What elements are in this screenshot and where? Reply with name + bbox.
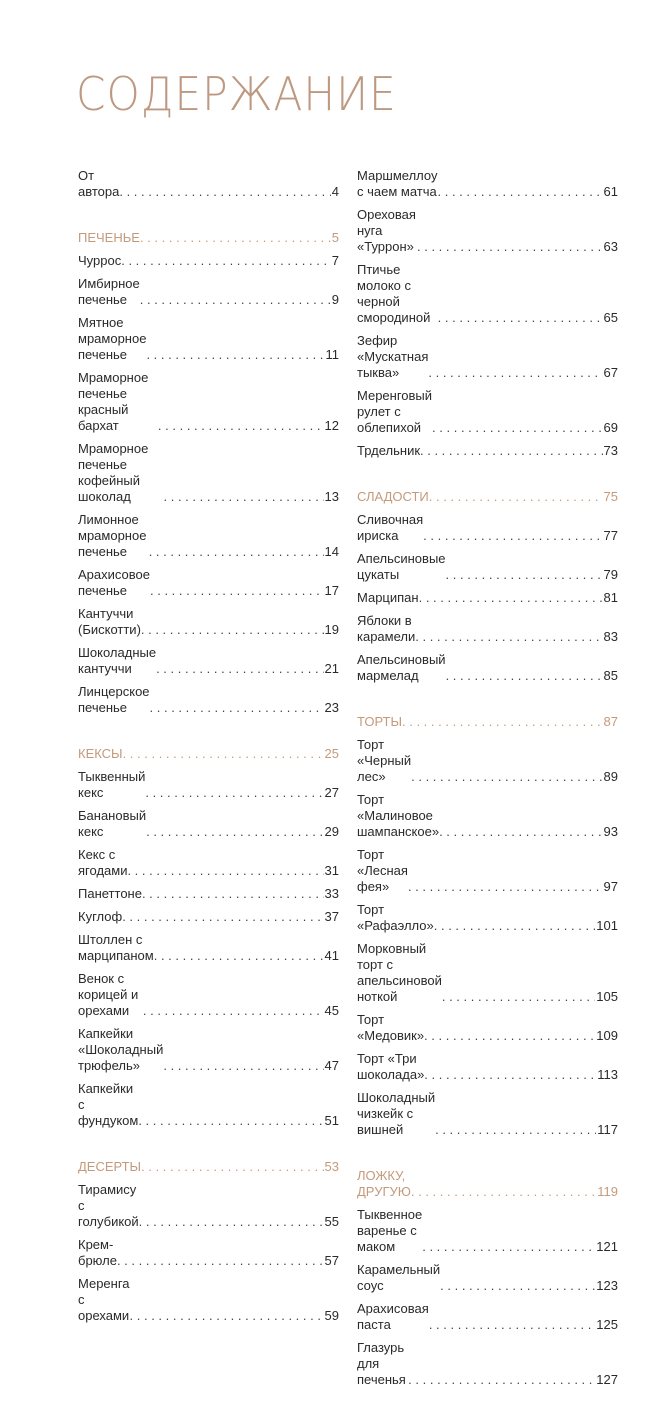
dot-leader (143, 1003, 324, 1019)
dot-leader (150, 700, 324, 716)
entry-title: Торт «Черный лес» (357, 736, 412, 784)
dot-leader (156, 661, 323, 677)
page-number: 7 (331, 252, 339, 268)
entry-title: Банановый кекс (78, 807, 147, 839)
page-number: 81 (603, 589, 618, 605)
page-number: 25 (324, 745, 339, 761)
dot-leader (415, 629, 602, 645)
dot-leader (139, 1214, 324, 1230)
page-number: 27 (324, 784, 339, 800)
toc-entry (357, 843, 618, 898)
dot-leader (146, 824, 323, 840)
page-number: 11 (325, 346, 339, 362)
page-number: 9 (331, 291, 339, 307)
entry-title: Маршмеллоу с чаем матча (357, 167, 438, 199)
page-number: 113 (597, 1066, 618, 1082)
entry-title: Арахисовое печенье (78, 566, 150, 598)
entry-title: ДЕСЕРТЫ (78, 1158, 142, 1174)
page-number: 87 (603, 713, 618, 729)
toc-section (357, 1164, 618, 1391)
dot-leader (417, 239, 603, 255)
dot-leader (435, 1122, 596, 1138)
toc-entry (357, 1258, 618, 1297)
page-number: 105 (596, 988, 618, 1004)
dot-leader (145, 785, 323, 801)
page-number: 63 (603, 238, 618, 254)
page-number: 57 (324, 1252, 339, 1268)
entry-title: Крем-брюле (78, 1236, 117, 1268)
page-number: 37 (324, 908, 339, 924)
page-number: 119 (597, 1183, 618, 1199)
toc-entry (78, 272, 339, 311)
toc-entry (357, 586, 618, 609)
toc-entry (78, 882, 339, 905)
dot-leader (150, 583, 324, 599)
toc-section (78, 742, 339, 1132)
page-number: 109 (596, 1027, 618, 1043)
toc-entry (357, 547, 618, 586)
page-number: 12 (324, 417, 339, 433)
dot-leader (130, 1308, 324, 1324)
entry-title: Тыквенный кекс (78, 768, 146, 800)
page-number: 127 (596, 1371, 618, 1387)
toc-section-heading (78, 226, 339, 249)
toc-entry (78, 563, 339, 602)
entry-title: Ореховая нуга «Туррон» (357, 206, 416, 254)
dot-leader (423, 528, 602, 544)
toc-section-heading (357, 710, 618, 733)
toc-entry (357, 1047, 618, 1086)
page-number: 121 (596, 1238, 618, 1254)
page-number: 117 (597, 1121, 618, 1137)
entry-title: ПЕЧЕНЬЕ (78, 229, 140, 245)
toc-entry (78, 1178, 339, 1233)
toc-entry (78, 928, 339, 967)
page-number: 93 (603, 823, 618, 839)
entry-title: Меренга с орехами (78, 1275, 130, 1323)
toc-section (78, 1155, 339, 1327)
toc-entry (78, 967, 339, 1022)
entry-title: Тыквенное варенье с маком (357, 1206, 423, 1254)
entry-title: Меренговый рулет с облепихой (357, 387, 433, 435)
entry-title: Мятное мраморное печенье (78, 314, 147, 362)
dot-leader (141, 622, 324, 638)
page-number: 79 (603, 566, 618, 582)
dot-leader (142, 886, 324, 902)
page-number: 83 (603, 628, 618, 644)
toc-entry (357, 937, 618, 1008)
toc-entry (357, 258, 618, 329)
entry-title: Торт «Лесная фея» (357, 846, 408, 894)
page-number: 21 (324, 660, 339, 676)
page-number: 97 (603, 878, 618, 894)
dot-leader (140, 292, 331, 308)
toc-entry (78, 1022, 339, 1077)
dot-leader (424, 1067, 596, 1083)
toc-entry (78, 437, 339, 508)
toc-entry (78, 843, 339, 882)
entry-title: Капкейки с фундуком (78, 1080, 139, 1128)
entry-title: Морковный торт с апельсиновой ноткой (357, 940, 442, 1004)
page-number: 123 (596, 1277, 618, 1293)
dot-leader (432, 420, 602, 436)
page-number: 59 (324, 1307, 339, 1323)
toc-entry (357, 733, 618, 788)
entry-title: ЛОЖКУ, ДРУГУЮ (357, 1167, 411, 1199)
entry-title: Торт «Малиновое шампанское» (357, 791, 440, 839)
toc-entry (78, 508, 339, 563)
toc-entry (78, 1077, 339, 1132)
entry-title: Глазурь для печенья (357, 1339, 406, 1387)
entry-title: Шоколадные кантуччи (78, 644, 157, 676)
page-number: 73 (603, 442, 618, 458)
dot-leader (402, 714, 603, 730)
entry-title: Карамельный соус (357, 1261, 441, 1293)
toc-entry (78, 602, 339, 641)
dot-leader (438, 310, 603, 326)
page-number: 33 (324, 885, 339, 901)
toc-entry (357, 1336, 618, 1391)
toc-entry (357, 1203, 618, 1258)
entry-title: Арахисовая паста (357, 1300, 429, 1332)
page-number: 61 (603, 183, 618, 199)
entry-title: Яблоки в карамели (357, 612, 416, 644)
entry-title: Чуррос (78, 252, 122, 268)
dot-leader (408, 1372, 595, 1388)
dot-leader (121, 253, 331, 269)
dot-leader (434, 918, 596, 934)
toc-entry (78, 249, 339, 272)
page-number: 67 (603, 364, 618, 380)
dot-leader (411, 769, 602, 785)
toc-section (357, 710, 618, 1141)
dot-leader (411, 1184, 596, 1200)
toc-entry (357, 609, 618, 648)
entry-title: Капкейки «Шоколадный трюфель» (78, 1025, 164, 1073)
dot-leader (117, 1253, 324, 1269)
dot-leader (424, 1028, 595, 1044)
page-number: 45 (324, 1002, 339, 1018)
entry-title: Торт «Медовик» (357, 1011, 425, 1043)
page-number: 29 (324, 823, 339, 839)
dot-leader (419, 590, 603, 606)
entry-title: Птичье молоко с черной смородиной (357, 261, 431, 325)
toc-section (357, 164, 618, 462)
dot-leader (439, 824, 602, 840)
dot-leader (158, 418, 324, 434)
entry-title: Кекс с ягодами (78, 846, 128, 878)
dot-leader (140, 230, 331, 246)
dot-leader (141, 1159, 323, 1175)
page-number: 41 (324, 947, 339, 963)
entry-title: Кантуччи (Бискотти) (78, 605, 141, 637)
page-number: 17 (324, 582, 339, 598)
toc-entry (78, 680, 339, 719)
entry-title: Зефир «Мускатная тыква» (357, 332, 429, 380)
entry-title: Шоколадный чизкейк с вишней (357, 1089, 436, 1137)
dot-leader (446, 668, 603, 684)
entry-title: Лимонное мраморное печенье (78, 511, 147, 559)
page-number: 75 (603, 488, 618, 504)
entry-title: КЕКСЫ (78, 745, 123, 761)
toc-section (78, 164, 339, 203)
entry-title: Куглоф (78, 908, 123, 924)
toc-entry (357, 1086, 618, 1141)
entry-title: Апельсиновые цукаты (357, 550, 446, 582)
page-number: 23 (324, 699, 339, 715)
dot-leader (429, 489, 603, 505)
toc-entry (357, 203, 618, 258)
entry-title: Трдельник (357, 442, 421, 458)
dot-leader (127, 863, 323, 879)
dot-leader (119, 184, 330, 200)
dot-leader (438, 184, 603, 200)
toc-entry (357, 384, 618, 439)
entry-title: Сливочная ириска (357, 511, 424, 543)
toc-entry (357, 329, 618, 384)
page-title: СОДЕРЖАНИЕ (76, 66, 397, 121)
toc-section (78, 226, 339, 719)
toc-section-heading (357, 485, 618, 508)
page-number: 14 (324, 543, 339, 559)
toc-section-heading (78, 1155, 339, 1178)
page-number: 101 (596, 917, 618, 933)
entry-title: Торт «Три шоколада» (357, 1050, 425, 1082)
toc-entry (357, 898, 618, 937)
dot-leader (123, 746, 324, 762)
toc-left-column (78, 164, 339, 1350)
toc-section-heading (357, 1164, 618, 1203)
page-number: 77 (603, 527, 618, 543)
entry-title: Апельсиновый мармелад (357, 651, 446, 683)
entry-title: От автора (78, 167, 120, 199)
toc-entry (78, 804, 339, 843)
page-number: 85 (603, 667, 618, 683)
toc-entry (78, 1233, 339, 1272)
entry-title: СЛАДОСТИ (357, 488, 429, 504)
page-number: 47 (324, 1057, 339, 1073)
entry-title: Мраморное печенье кофейный шоколад (78, 440, 149, 504)
page-number: 5 (331, 229, 339, 245)
page-number: 19 (324, 621, 339, 637)
page-number: 13 (324, 488, 339, 504)
toc-entry (357, 164, 618, 203)
page-number: 31 (324, 862, 339, 878)
page-number: 69 (603, 419, 618, 435)
toc-entry (78, 905, 339, 928)
page-number: 55 (324, 1213, 339, 1229)
dot-leader (408, 879, 603, 895)
toc-entry (78, 1272, 339, 1327)
toc-section-heading (78, 742, 339, 765)
toc-entry (78, 366, 339, 437)
dot-leader (149, 544, 324, 560)
toc-entry (357, 439, 618, 462)
dot-leader (163, 1058, 323, 1074)
dot-leader (440, 1278, 595, 1294)
dot-leader (146, 347, 324, 363)
dot-leader (428, 365, 602, 381)
page-number: 125 (596, 1316, 618, 1332)
entry-title: Имбирное печенье (78, 275, 140, 307)
dot-leader (442, 989, 595, 1005)
entry-title: Линцерское печенье (78, 683, 150, 715)
page-number: 51 (324, 1112, 339, 1128)
toc-entry (78, 641, 339, 680)
entry-title: Тирамису с голубикой (78, 1181, 139, 1229)
dot-leader (154, 948, 324, 964)
toc-entry (78, 164, 339, 203)
toc-entry (78, 765, 339, 804)
dot-leader (422, 1239, 595, 1255)
page-number: 65 (603, 309, 618, 325)
toc-entry (357, 1297, 618, 1336)
toc-right-column (357, 164, 618, 1414)
dot-leader (429, 1317, 595, 1333)
entry-title: Марципан (357, 589, 419, 605)
toc-entry (357, 1008, 618, 1047)
toc-entry (357, 508, 618, 547)
dot-leader (446, 567, 603, 583)
entry-title: Штоллен с марципаном (78, 931, 154, 963)
entry-title: Торт «Рафаэлло» (357, 901, 434, 933)
dot-leader (122, 909, 323, 925)
entry-title: Панеттоне (78, 885, 142, 901)
page-number: 53 (324, 1158, 339, 1174)
page-number: 89 (603, 768, 618, 784)
toc-section (357, 485, 618, 687)
toc-entry (78, 311, 339, 366)
entry-title: Венок с корицей и орехами (78, 970, 139, 1018)
toc-entry (357, 648, 618, 687)
page-number: 4 (331, 183, 339, 199)
toc-entry (357, 788, 618, 843)
dot-leader (164, 489, 324, 505)
entry-title: Мраморное печенье красный бархат (78, 369, 149, 433)
dot-leader (138, 1113, 323, 1129)
entry-title: ТОРТЫ (357, 713, 403, 729)
dot-leader (420, 443, 603, 459)
